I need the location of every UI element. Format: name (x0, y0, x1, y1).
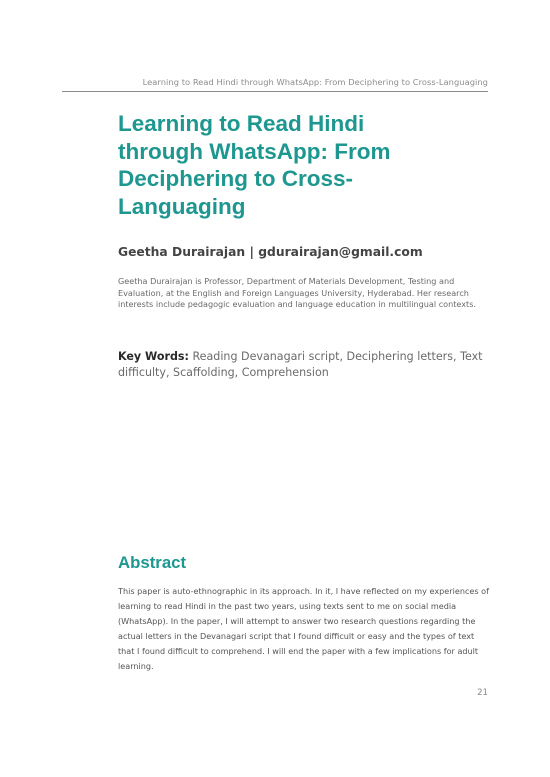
author-name: Geetha Durairajan (118, 245, 246, 259)
article-title-line: Learning to Read Hindi (118, 111, 365, 136)
article-title-line: Languaging (118, 193, 246, 219)
article-title-line: through WhatsApp: From (118, 138, 391, 164)
keywords-text: Reading Devanagari script, Deciphering letters, Text difficulty, Scaffolding, Comprehension (118, 350, 483, 379)
page-number: 21 (477, 688, 488, 698)
author-separator: | (249, 245, 254, 259)
abstract-body: This paper is auto-ethnographic in its approach. In it, I have reflected on my experiences of learning to read Hindi in the past two years, using texts sent to me on social media (WhatsApp). In the paper, I will attempt to answer two research questions regarding the actual letters in the Devanagari script that I found difficult or easy and the types of text that I found difficult to comprehend. I will end the paper with a few implications for adult learning. (118, 586, 489, 672)
author-line (118, 245, 423, 259)
header-rule (62, 91, 488, 92)
keywords (118, 349, 490, 380)
keywords-label: Key Words: (118, 350, 189, 363)
running-header: Learning to Read Hindi through WhatsApp: From Deciphering to Cross-Languaging (142, 77, 488, 87)
author-email: gdurairajan@gmail.com (258, 245, 423, 259)
author-bio: Geetha Durairajan is Professor, Department of Materials Development, Testing and Evaluation, at the English and Foreign Languages University, Hyderabad. Her research interests include pedagogic evaluation and language education in multilingual contexts. (118, 276, 476, 310)
abstract-heading: Abstract (118, 553, 187, 572)
article-title (118, 110, 488, 220)
article-title-line: Deciphering to Cross- (118, 166, 354, 192)
